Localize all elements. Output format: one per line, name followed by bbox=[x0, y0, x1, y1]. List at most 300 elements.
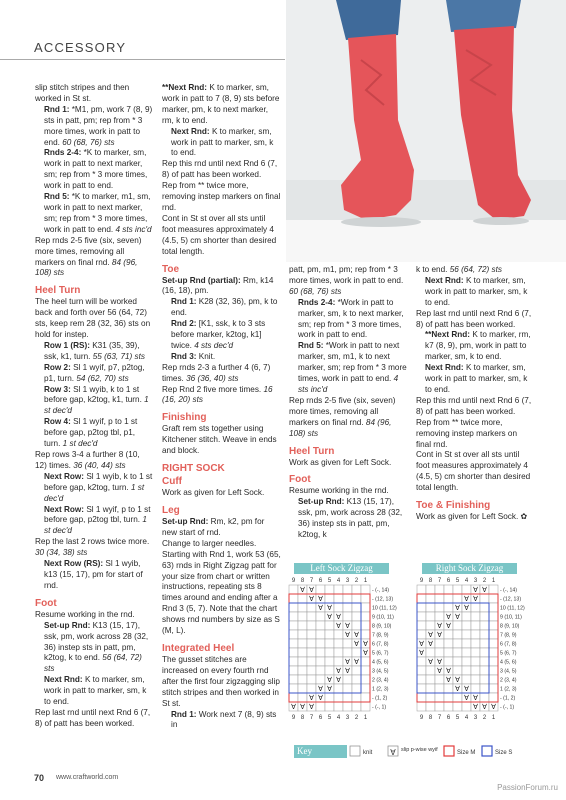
slip-symbol: ∀ bbox=[482, 704, 487, 711]
slip-symbol: ∀ bbox=[309, 704, 314, 711]
chart-cell bbox=[417, 630, 426, 639]
slip-symbol: ∀ bbox=[309, 587, 314, 594]
chart-cell bbox=[334, 630, 343, 639]
paragraph: Resume working in the rnd. bbox=[289, 486, 389, 496]
row-label: 10 (11, 12) bbox=[500, 605, 525, 612]
slip-symbol: ∀ bbox=[437, 668, 442, 675]
chart-cell bbox=[471, 603, 480, 612]
chart-cell bbox=[289, 684, 298, 693]
paragraph: Rnds 2-4: *K to marker, sm, work in patt to next marker, sm; rep from * 3 more times, work in patt to end. bbox=[44, 148, 148, 191]
paragraph: Next Rnd: K to marker, sm, work in patt to marker, sm, k to end. bbox=[44, 675, 147, 707]
slip-symbol: ∀ bbox=[446, 668, 451, 675]
slip-symbol: ∀ bbox=[345, 668, 350, 675]
chart-cell bbox=[471, 648, 480, 657]
slip-symbol: ∀ bbox=[419, 650, 424, 657]
chart-cell bbox=[417, 702, 426, 711]
chart-cell bbox=[307, 612, 316, 621]
chart-cell bbox=[289, 603, 298, 612]
row-label: 4 (5, 6) bbox=[372, 659, 389, 666]
paragraph: The heel turn will be worked back and forth over 56 (64, 72) sts, keep rem 28 (32, 36) sts on hold for instep. bbox=[35, 297, 151, 340]
chart-cell bbox=[480, 684, 489, 693]
chart-cell bbox=[480, 648, 489, 657]
chart-cell bbox=[471, 621, 480, 630]
paragraph: patt, pm, m1, pm; rep from * 3 more times, work in patt to end. 60 (68, 76) sts bbox=[289, 265, 404, 296]
chart-cell bbox=[325, 702, 334, 711]
text-column-2 bbox=[162, 83, 281, 731]
paragraph: Rep last rnd until next Rnd 6 (7, 8) of patt has been worked. bbox=[416, 308, 532, 329]
chart-cell bbox=[426, 702, 435, 711]
paragraph: Cont in St st over all sts until foot measures approximately 4 (4.5, 5) cm shorter than desired total length. bbox=[416, 450, 531, 493]
chart-cell bbox=[462, 702, 471, 711]
chart-cell bbox=[471, 657, 480, 666]
row-label: 10 (11, 12) bbox=[372, 605, 397, 612]
col-number: 4 bbox=[464, 578, 469, 584]
paragraph: Set-up Rnd: K13 (15, 17), ssk, pm, work across 28 (32, 36) instep sts in patt, pm, k2tog, k to end. 56 (64, 72) sts bbox=[44, 620, 149, 674]
slip-symbol: ∀ bbox=[446, 677, 451, 684]
col-number: 8 bbox=[428, 715, 433, 721]
chart-cell bbox=[289, 675, 298, 684]
left-zigzag-chart bbox=[287, 575, 415, 735]
chart-cell bbox=[316, 666, 325, 675]
chart-cell bbox=[435, 648, 444, 657]
col-number: 8 bbox=[300, 715, 305, 721]
chart-cell bbox=[444, 657, 453, 666]
slip-symbol: ∀ bbox=[482, 587, 487, 594]
chart-cell bbox=[480, 594, 489, 603]
chart-cell bbox=[325, 666, 334, 675]
chart-cell bbox=[316, 639, 325, 648]
paragraph: Rnds 2-4: *Work in patt to marker, sm, k to next marker, sm; rep from * 3 more times, work in patt to end. bbox=[298, 297, 404, 340]
col-number: 5 bbox=[455, 715, 460, 721]
chart-cell bbox=[444, 594, 453, 603]
chart-cell bbox=[343, 684, 352, 693]
legend-title: Key bbox=[294, 745, 347, 758]
heading: Cuff bbox=[162, 476, 182, 488]
chart-cell bbox=[444, 693, 453, 702]
chart-cell bbox=[453, 621, 462, 630]
chart-cell bbox=[480, 666, 489, 675]
chart-cell bbox=[361, 621, 370, 630]
chart-cell bbox=[426, 666, 435, 675]
chart-cell bbox=[361, 612, 370, 621]
chart-cell bbox=[361, 666, 370, 675]
chart-cell bbox=[489, 630, 498, 639]
slip-symbol: ∀ bbox=[300, 587, 305, 594]
page-number: 70 bbox=[34, 773, 45, 783]
row-label: 2 (3, 4) bbox=[372, 677, 389, 684]
chart-cell bbox=[426, 621, 435, 630]
chart-cell bbox=[417, 621, 426, 630]
row-label: 9 (10, 11) bbox=[372, 614, 394, 621]
heading: Foot bbox=[289, 474, 311, 486]
chart-cell bbox=[444, 639, 453, 648]
chart-cell bbox=[343, 693, 352, 702]
chart-cell bbox=[298, 648, 307, 657]
col-number: 7 bbox=[437, 578, 442, 584]
chart-cell bbox=[352, 603, 361, 612]
chart-cell bbox=[480, 603, 489, 612]
paragraph: Next Rnd: K to marker, sm, work in patt to marker, sm, k to end. bbox=[425, 363, 528, 394]
chart-cell bbox=[471, 630, 480, 639]
chart-cell bbox=[489, 666, 498, 675]
col-number: 1 bbox=[363, 578, 368, 584]
chart-cell bbox=[289, 594, 298, 603]
chart-cell bbox=[361, 657, 370, 666]
paragraph: Cont in St st over all sts until foot measures approximately 4 (4.5, 5) cm shorter than desired total length. bbox=[162, 213, 277, 256]
slip-symbol: ∀ bbox=[455, 686, 460, 693]
chart-cell bbox=[489, 675, 498, 684]
slip-symbol: ∀ bbox=[327, 686, 332, 693]
col-number: 2 bbox=[482, 715, 487, 721]
slip-symbol: ∀ bbox=[464, 605, 469, 612]
paragraph: Rnd 1: Work next 7 (8, 9) sts in bbox=[171, 709, 277, 730]
paragraph: Row 1 (RS): K31 (35, 39), ssk, k1, turn. 55 (63, 71) sts bbox=[44, 340, 146, 361]
chart-cell bbox=[325, 585, 334, 594]
chart-cell bbox=[444, 630, 453, 639]
paragraph: Rep last rnd until next Rnd 6 (7, 8) of patt has been worked. bbox=[35, 707, 151, 728]
chart-cell bbox=[417, 585, 426, 594]
slip-symbol: ∀ bbox=[300, 704, 305, 711]
chart-cell bbox=[435, 639, 444, 648]
paragraph: Rnd 5: *Work in patt to next marker, sm, m1, k to next marker, sm; rep from * 3 more times, work in patt to end. 4 sts inc'd bbox=[298, 341, 407, 394]
chart-cell bbox=[325, 657, 334, 666]
chart-cell bbox=[298, 630, 307, 639]
heading: Integrated Heel bbox=[162, 642, 235, 654]
slip-symbol: ∀ bbox=[336, 677, 341, 684]
chart-cell bbox=[343, 639, 352, 648]
paragraph: Graft rem sts together using Kitchener stitch. Weave in ends and block. bbox=[162, 424, 277, 456]
paragraph: Set-up Rnd: K13 (15, 17), ssk, pm, work across 28 (32, 36) instep sts in patt, pm, k2tog, k bbox=[298, 497, 403, 540]
chart-cell bbox=[361, 684, 370, 693]
slip-symbol: ∀ bbox=[473, 704, 478, 711]
chart-cell bbox=[417, 657, 426, 666]
heading: Toe bbox=[162, 263, 180, 275]
slip-symbol: ∀ bbox=[309, 695, 314, 702]
chart-cell bbox=[334, 639, 343, 648]
paragraph: Change to larger needles. Starting with Rnd 1, work 53 (65, 63) rnds in Right Zigzag patt for your size from chart or written instructions, repeating sts 8 times around and ending after a Rnd 3 (5, 7). Note that the chart shows rnd numbers by size as S (M, L). bbox=[162, 538, 281, 636]
chart-cell bbox=[471, 675, 480, 684]
chart-cell bbox=[352, 675, 361, 684]
paragraph: **Next Rnd: K to marker, rm, k7 (8, 9), pm, work in patt to marker, sm, k to end. bbox=[425, 330, 531, 362]
chart-cell bbox=[307, 657, 316, 666]
section-divider bbox=[0, 59, 285, 60]
heading: RIGHT SOCK bbox=[162, 463, 225, 475]
chart-cell bbox=[462, 657, 471, 666]
row-label: - (1, 2) bbox=[372, 695, 388, 702]
col-number: 4 bbox=[336, 578, 341, 584]
slip-symbol: ∀ bbox=[437, 632, 442, 639]
chart-cell bbox=[426, 612, 435, 621]
heading: Heel Turn bbox=[289, 445, 335, 457]
paragraph: Rep rnds 2-3 a further 4 (6, 7) times. 36 (36, 40) sts bbox=[162, 362, 271, 383]
slip-symbol: ∀ bbox=[354, 641, 359, 648]
row-label: 8 (9, 10) bbox=[500, 623, 520, 630]
chart-cell bbox=[307, 603, 316, 612]
sock-illustration bbox=[286, 0, 566, 262]
chart-cell bbox=[435, 585, 444, 594]
slip-symbol: ∀ bbox=[437, 623, 442, 630]
chart-cell bbox=[298, 675, 307, 684]
chart-cell bbox=[435, 684, 444, 693]
chart-cell bbox=[325, 630, 334, 639]
chart-cell bbox=[352, 621, 361, 630]
paragraph: Next Row: Sl 1 wyib, k to 1 st before gap, k2tog, turn. 1 st dec'd bbox=[44, 471, 153, 503]
col-number: 6 bbox=[446, 578, 451, 584]
slip-symbol: ∀ bbox=[354, 659, 359, 666]
chart-cell bbox=[352, 585, 361, 594]
chart-cell bbox=[307, 648, 316, 657]
chart-cell bbox=[361, 603, 370, 612]
chart-cell bbox=[435, 612, 444, 621]
chart-cell bbox=[325, 621, 334, 630]
chart-cell bbox=[462, 621, 471, 630]
row-label: 4 (5, 6) bbox=[500, 659, 517, 666]
heading: Heel Turn bbox=[35, 285, 81, 297]
slip-symbol: ∀ bbox=[428, 641, 433, 648]
chart-cell bbox=[343, 675, 352, 684]
row-label: 6 (7, 8) bbox=[372, 641, 389, 648]
chart-cell bbox=[298, 603, 307, 612]
chart-cell bbox=[361, 585, 370, 594]
slip-symbol: ∀ bbox=[345, 623, 350, 630]
col-number: 6 bbox=[446, 715, 451, 721]
chart-cell bbox=[444, 684, 453, 693]
slip-symbol: ∀ bbox=[455, 677, 460, 684]
chart-cell bbox=[334, 657, 343, 666]
slip-symbol: ∀ bbox=[428, 632, 433, 639]
chart-cell bbox=[352, 693, 361, 702]
chart-cell bbox=[489, 603, 498, 612]
legend-size-s-label: Size S bbox=[495, 750, 513, 756]
chart-cell bbox=[489, 648, 498, 657]
row-label: - (-, 14) bbox=[372, 587, 390, 594]
chart-cell bbox=[307, 621, 316, 630]
paragraph: Work as given for Left Sock. bbox=[289, 457, 392, 467]
chart-cell bbox=[435, 594, 444, 603]
row-label: 8 (9, 10) bbox=[372, 623, 392, 630]
chart-cell bbox=[480, 621, 489, 630]
slip-symbol: ∀ bbox=[318, 686, 323, 693]
chart-cell bbox=[462, 666, 471, 675]
chart-cell bbox=[417, 594, 426, 603]
size-s-swatch bbox=[482, 746, 492, 756]
chart-cell bbox=[352, 684, 361, 693]
slip-symbol: ∀ bbox=[473, 596, 478, 603]
chart-cell bbox=[489, 639, 498, 648]
paragraph: Next Rnd: K to marker, sm, work in patt to marker, sm, k to end. bbox=[425, 275, 528, 307]
slip-symbol: ∀ bbox=[473, 695, 478, 702]
right-chart-title: Right Sock Zigzag bbox=[422, 563, 517, 574]
chart-cell bbox=[462, 612, 471, 621]
chart-cell bbox=[480, 675, 489, 684]
chart-cell bbox=[361, 675, 370, 684]
col-number: 4 bbox=[336, 715, 341, 721]
paragraph: Set-up Rnd (partial): Rm, k14 (16, 18), pm. bbox=[162, 275, 274, 296]
chart-cell bbox=[307, 630, 316, 639]
row-label: - (1, 2) bbox=[500, 695, 516, 702]
chart-cell bbox=[462, 639, 471, 648]
col-number: 8 bbox=[428, 578, 433, 584]
sock-photo bbox=[286, 0, 566, 262]
paragraph: Rep rnds 2-5 five (six, seven) more times, removing all markers on final rnd. 84 (96, 108) sts bbox=[289, 395, 396, 438]
paragraph: Rep from ** twice more, removing instep markers on final rnd. bbox=[162, 181, 281, 212]
chart-cell bbox=[325, 693, 334, 702]
knit-swatch bbox=[350, 746, 360, 756]
slip-symbol: ∀ bbox=[446, 614, 451, 621]
chart-cell bbox=[316, 621, 325, 630]
col-number: 1 bbox=[491, 715, 496, 721]
paragraph: Rnd 5: *K to marker, m1, sm, work in patt to next marker, sm; rep from * 3 more times, work in patt to end. 4 sts inc'd bbox=[44, 192, 152, 234]
chart-cell bbox=[316, 648, 325, 657]
col-number: 3 bbox=[345, 578, 350, 584]
chart-cell bbox=[361, 702, 370, 711]
slip-symbol: ∀ bbox=[455, 605, 460, 612]
paragraph: Set-up Rnd: Rm, k2, pm for new start of rnd. bbox=[162, 517, 265, 537]
paragraph: Rnd 1: K28 (32, 36), pm, k to end. bbox=[171, 297, 278, 318]
chart-cell bbox=[417, 684, 426, 693]
chart-cell bbox=[289, 648, 298, 657]
chart-cell bbox=[489, 684, 498, 693]
paragraph: Next Row (RS): Sl 1 wyib, k13 (15, 17), pm for start of rnd. bbox=[44, 559, 143, 590]
chart-cell bbox=[307, 639, 316, 648]
chart-cell bbox=[426, 594, 435, 603]
slip-symbol: ∀ bbox=[327, 614, 332, 621]
chart-cell bbox=[334, 684, 343, 693]
heading: Foot bbox=[35, 597, 57, 609]
chart-cell bbox=[307, 666, 316, 675]
chart-cell bbox=[316, 702, 325, 711]
col-number: 3 bbox=[473, 578, 478, 584]
heading: Toe & Finishing bbox=[416, 500, 491, 512]
paragraph: Work as given for Left Sock. bbox=[162, 488, 265, 498]
slip-symbol: ∀ bbox=[309, 596, 314, 603]
row-label: - (-, 14) bbox=[500, 587, 518, 594]
slip-symbol: ∀ bbox=[336, 668, 341, 675]
legend-knit-label: knit bbox=[363, 750, 373, 756]
col-number: 6 bbox=[318, 578, 323, 584]
text-column-3 bbox=[289, 265, 407, 541]
paragraph: Rep Rnd 2 five more times. 16 (16, 20) sts bbox=[162, 384, 273, 405]
chart-cell bbox=[334, 594, 343, 603]
chart-cell bbox=[417, 693, 426, 702]
chart-cell bbox=[334, 603, 343, 612]
chart-cell bbox=[352, 648, 361, 657]
slip-symbol: ∀ bbox=[437, 659, 442, 666]
paragraph: Work as given for Left Sock. ✿ bbox=[416, 512, 528, 522]
chart-cell bbox=[334, 702, 343, 711]
chart-cell bbox=[426, 684, 435, 693]
col-number: 9 bbox=[419, 715, 424, 721]
chart-cell bbox=[298, 621, 307, 630]
slip-symbol: ∀ bbox=[327, 605, 332, 612]
slip-symbol: ∀ bbox=[473, 587, 478, 594]
paragraph: Rep from ** twice more, removing instep markers on final rnd. bbox=[416, 417, 518, 449]
chart-cell bbox=[298, 684, 307, 693]
chart-cell bbox=[343, 585, 352, 594]
text-column-1 bbox=[35, 83, 153, 730]
chart-cell bbox=[289, 621, 298, 630]
chart-cell bbox=[298, 657, 307, 666]
col-number: 3 bbox=[345, 715, 350, 721]
chart-cell bbox=[471, 666, 480, 675]
slip-symbol: ∀ bbox=[318, 605, 323, 612]
chart-cell bbox=[361, 693, 370, 702]
slip-symbol: ∀ bbox=[363, 650, 368, 657]
col-number: 1 bbox=[491, 578, 496, 584]
slip-symbol: ∀ bbox=[291, 704, 296, 711]
chart-cell bbox=[334, 585, 343, 594]
paragraph: The gusset stitches are increased on every fourth rnd after the first four zigzagging slip stitch stripes and then worked in St st. bbox=[162, 654, 280, 708]
chart-cell bbox=[289, 612, 298, 621]
chart-cell bbox=[334, 693, 343, 702]
row-label: - (-, 1) bbox=[372, 704, 387, 711]
right-zigzag-chart bbox=[415, 575, 543, 735]
col-number: 6 bbox=[318, 715, 323, 721]
col-number: 5 bbox=[327, 578, 332, 584]
legend-slip-label: slip p-wise wyif bbox=[401, 747, 438, 753]
paragraph: Row 4: Sl 1 wyif, p to 1 st before gap, p2tog tbl, p1, turn. 1 st dec'd bbox=[44, 417, 138, 449]
col-number: 7 bbox=[437, 715, 442, 721]
chart-cell bbox=[289, 657, 298, 666]
chart-cell bbox=[417, 612, 426, 621]
chart-cell bbox=[480, 630, 489, 639]
paragraph: Row 3: Sl 1 wyib, k to 1 st before gap, k2tog, k1, turn. 1 st dec'd bbox=[44, 384, 149, 416]
heading: Finishing bbox=[162, 412, 207, 424]
footer-url: www.craftworld.com bbox=[56, 774, 119, 781]
chart-cell bbox=[426, 693, 435, 702]
col-number: 2 bbox=[354, 578, 359, 584]
paragraph: Rnd 2: [K1, ssk, k to 3 sts before marker, k2tog, k1] twice. 4 sts dec'd bbox=[171, 319, 266, 350]
section-title: ACCESSORY bbox=[34, 40, 127, 55]
row-label: 5 (6, 7) bbox=[372, 650, 389, 657]
chart-cell bbox=[343, 594, 352, 603]
chart-cell bbox=[325, 639, 334, 648]
chart-cell bbox=[453, 639, 462, 648]
chart-cell bbox=[316, 657, 325, 666]
chart-cell bbox=[453, 585, 462, 594]
chart-cell bbox=[307, 675, 316, 684]
chart-cell bbox=[316, 612, 325, 621]
col-number: 5 bbox=[327, 715, 332, 721]
chart-cell bbox=[352, 612, 361, 621]
paragraph: Next Row: Sl 1 wyif, p to 1 st before gap, p2tog tbl, turn. 1 st dec'd bbox=[44, 504, 151, 536]
slip-symbol: ∀ bbox=[318, 596, 323, 603]
slip-symbol: ∀ bbox=[363, 641, 368, 648]
chart-cell bbox=[343, 702, 352, 711]
slip-symbol: ∀ bbox=[464, 695, 469, 702]
chart-cell bbox=[435, 693, 444, 702]
chart-cell bbox=[480, 639, 489, 648]
slip-symbol: ∀ bbox=[336, 614, 341, 621]
chart-cell bbox=[489, 594, 498, 603]
chart-cell bbox=[307, 684, 316, 693]
chart-cell bbox=[453, 702, 462, 711]
col-number: 9 bbox=[291, 715, 296, 721]
chart-cell bbox=[435, 603, 444, 612]
chart-cell bbox=[289, 666, 298, 675]
paragraph: Next Rnd: K to marker, sm, work in patt to marker, sm, k to end. bbox=[171, 126, 274, 158]
chart-cell bbox=[343, 612, 352, 621]
chart-cell bbox=[417, 666, 426, 675]
chart-cell bbox=[316, 585, 325, 594]
chart-cell bbox=[480, 657, 489, 666]
row-label: 5 (6, 7) bbox=[500, 650, 517, 657]
chart-cell bbox=[316, 675, 325, 684]
row-label: 3 (4, 5) bbox=[372, 668, 389, 675]
slip-symbol: ∀ bbox=[354, 632, 359, 639]
chart-cell bbox=[361, 630, 370, 639]
paragraph: Rep rnds 2-5 five (six, seven) more times, removing all markers on final rnd. 84 (96, 108) sts bbox=[35, 235, 142, 278]
